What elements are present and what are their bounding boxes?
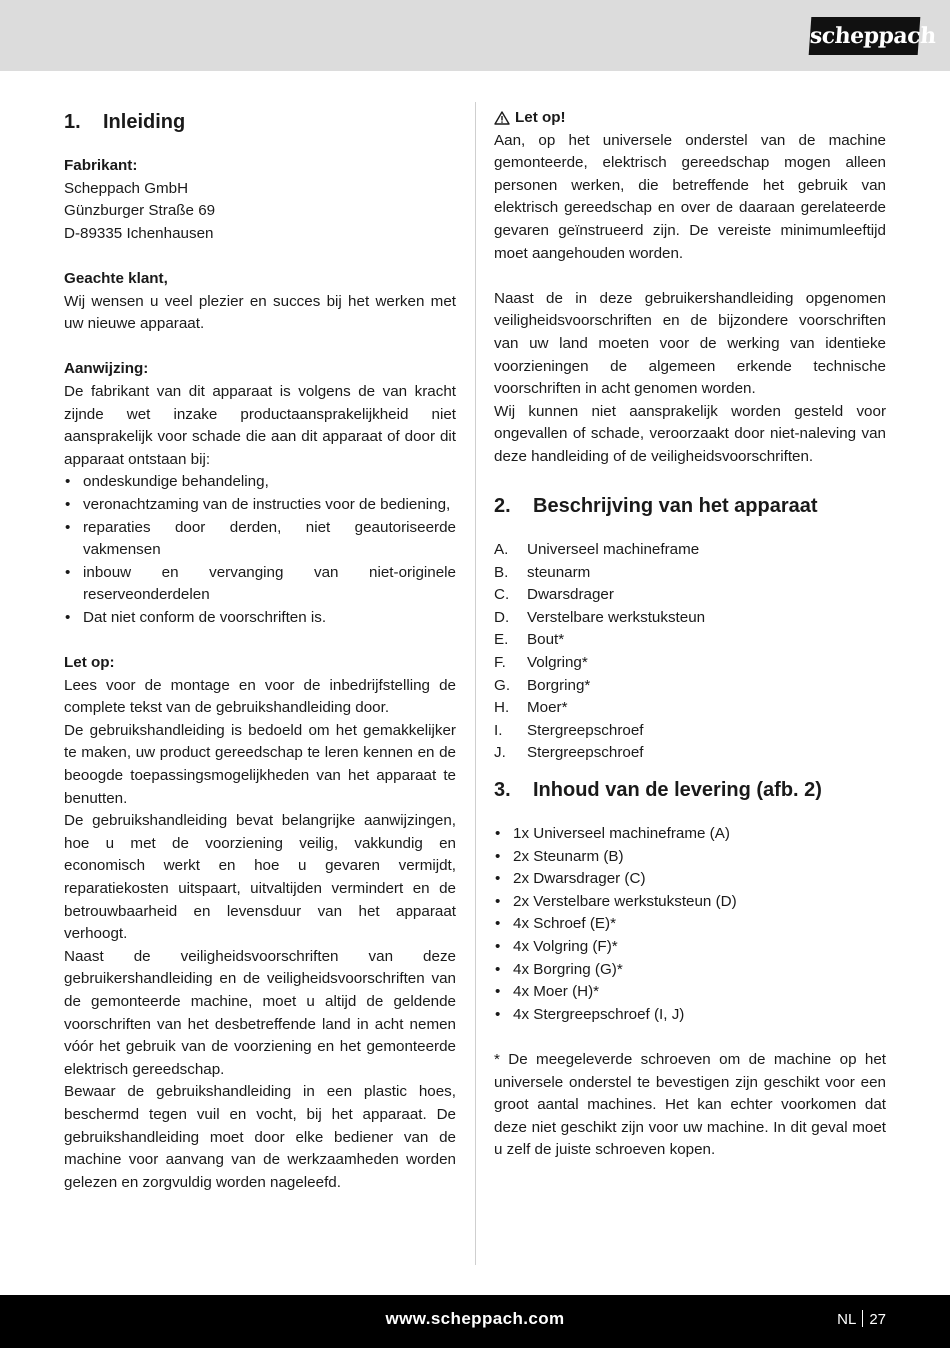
list-item: • Dat niet conform de voorschriften is. [64, 607, 456, 630]
attention-paragraph: Naast de veiligheidsvoorschriften van deze gebruikershandleiding en de veiligheidsvoorschriften van de gemonteerde machine, moet u altijd de geldende voorschriften van het desbetreffende land in acht nemen vóór het gebruik van de voorziening en het gemonteerde elektrisch gereedschap. [64, 947, 456, 1078]
website-link[interactable]: www.scheppach.com [385, 1309, 565, 1328]
attention-paragraph: De gebruikshandleiding bevat belangrijke aanwijzingen, hoe u met de voorziening veilig, vakkundig en economisch werkt en hoe u gevaren vermijdt, reparatiekosten uitspaart, uitvaltijden vermindert en de betrouwbaarheid en levensduur van het apparaat verhoogt. [64, 812, 456, 943]
attention-paragraph: Lees voor de montage en voor de inbedrijfstelling de complete tekst van de gebruikshandleiding door. [64, 676, 456, 717]
column-divider [475, 102, 476, 1265]
warning-text: Aan, op het universele onderstel van de machine gemonteerde, elektrisch gereedschap mogen alleen personen werken, die betreffende het gebruik van elektrisch gereedschap en over de daaraan gerelateerde gevaren geïnstrueerd zijn. De vereiste minimumleeftijd moet aangehouden worden. [494, 131, 886, 262]
parts-list [494, 539, 886, 765]
customer-text: Wij wensen u veel plezier en succes bij het werken met uw nieuwe apparaat. [64, 292, 456, 333]
list-item: B. steunarm [494, 563, 591, 581]
attention-paragraph: Bewaar de gebruikshandleiding in een plastic hoes, beschermd tegen vuil en vocht, bij het apparaat. De gebruikshandleiding moet door elke bediener van de machine voor aanvang van de werkzaamheden worden gelezen en zorgvuldig worden nageleefd. [64, 1083, 456, 1191]
list-item: • 4x Moer (H)* [494, 981, 886, 1004]
section-number: 2. [494, 495, 511, 518]
list-item: D. Verstelbare werkstuksteun [494, 608, 706, 626]
footer-bar [0, 1295, 950, 1348]
list-item: • 2x Dwarsdrager (C) [494, 868, 886, 891]
scheppach-logo: scheppach [809, 17, 921, 55]
note-label: Aanwijzing: [64, 360, 149, 378]
warning-triangle-icon [494, 111, 510, 125]
list-item: • 4x Schroef (E)* [494, 913, 886, 936]
delivery-list [494, 823, 886, 1026]
list-item: A. Universeel machineframe [494, 541, 700, 559]
manufacturer-name: Scheppach GmbH [64, 179, 189, 197]
section-title: Inleiding [103, 111, 186, 133]
list-item: • reparaties door derden, niet geautoriseerde vakmensen [64, 517, 456, 562]
liability-paragraph: Wij kunnen niet aansprakelijk worden gesteld voor ongevallen of schade, veroorzaakt door niet-naleving van deze handleiding of de veiligheidsvoorschriften. [494, 402, 886, 465]
note-text: De fabrikant van dit apparaat is volgens de van kracht zijnde wet inzake productaansprakelijkheid niet aansprakelijk voor schade die aan dit apparaat of door dit apparaat ontstaan bij: [64, 382, 456, 468]
regulations-paragraph: Naast de in deze gebruikershandleiding opgenomen veiligheidsvoorschriften en de bijzondere voorschriften van uw land moeten voor de werking van identieke voorzieningen de algemeen erkende technische voorschriften in acht genomen worden. [494, 289, 886, 398]
section-1-heading [64, 109, 456, 135]
list-item: G. Borgring* [494, 676, 591, 694]
liability-list [64, 471, 456, 629]
customer-salutation: Geachte klant, [64, 269, 168, 287]
section-number: 3. [494, 779, 511, 802]
list-item: • inbouw en vervanging van niet-originele reserveonderdelen [64, 562, 456, 607]
list-item: E. Bout* [494, 631, 565, 649]
list-item: • 2x Verstelbare werkstuksteun (D) [494, 891, 886, 914]
section-number: 1. [64, 111, 81, 133]
list-item: • 2x Steunarm (B) [494, 846, 886, 869]
list-item: J. Stergreepschroef [494, 744, 644, 762]
list-item: F. Volgring* [494, 654, 588, 672]
page-number: 27 [869, 1311, 886, 1328]
list-item: • ondeskundige behandeling, [64, 471, 456, 494]
screws-footnote: * De meegeleverde schroeven om de machine op het universele onderstel te bevestigen zijn geschikt voor een groot aantal machines. Het kan echter voorkomen dat deze niet geschikt zijn voor uw machine. In dit geval moet u zelf de juiste schroeven kopen. [494, 1050, 886, 1159]
manufacturer-street: Günzburger Straße 69 [64, 202, 216, 220]
attention-paragraph: De gebruikshandleiding is bedoeld om het gemakkelijker te maken, uw product gereedschap te leren kennen en de beoogde toepassingsmogelijkheden van het apparaat te benutten. [64, 721, 456, 807]
list-item: • 4x Borgring (G)* [494, 959, 886, 982]
section-title: Beschrijving van het apparaat [533, 495, 818, 518]
section-2-heading [494, 493, 886, 519]
attention-label: Let op: [64, 654, 115, 672]
language-code: NL [837, 1311, 857, 1328]
manufacturer-label: Fabrikant: [64, 157, 138, 174]
list-item: • 1x Universeel machineframe (A) [494, 823, 886, 846]
manufacturer-city: D-89335 Ichenhausen [64, 224, 214, 242]
list-item: I. Stergreepschroef [494, 721, 644, 739]
left-column [64, 107, 456, 1194]
list-item: • 4x Stergreepschroef (I, J) [494, 1004, 886, 1027]
page-indicator [837, 1310, 886, 1328]
header-band [0, 0, 950, 71]
list-item: • veronachtzaming van de instructies voor de bediening, [64, 494, 456, 517]
right-column [494, 107, 886, 1162]
section-title: Inhoud van de levering (afb. 2) [533, 779, 822, 802]
warning-heading [494, 107, 886, 130]
warning-label: Let op! [515, 109, 566, 126]
section-3-heading [494, 777, 886, 803]
list-item: H. Moer* [494, 699, 568, 717]
list-item: C. Dwarsdrager [494, 586, 614, 604]
list-item: • 4x Volgring (F)* [494, 936, 886, 959]
